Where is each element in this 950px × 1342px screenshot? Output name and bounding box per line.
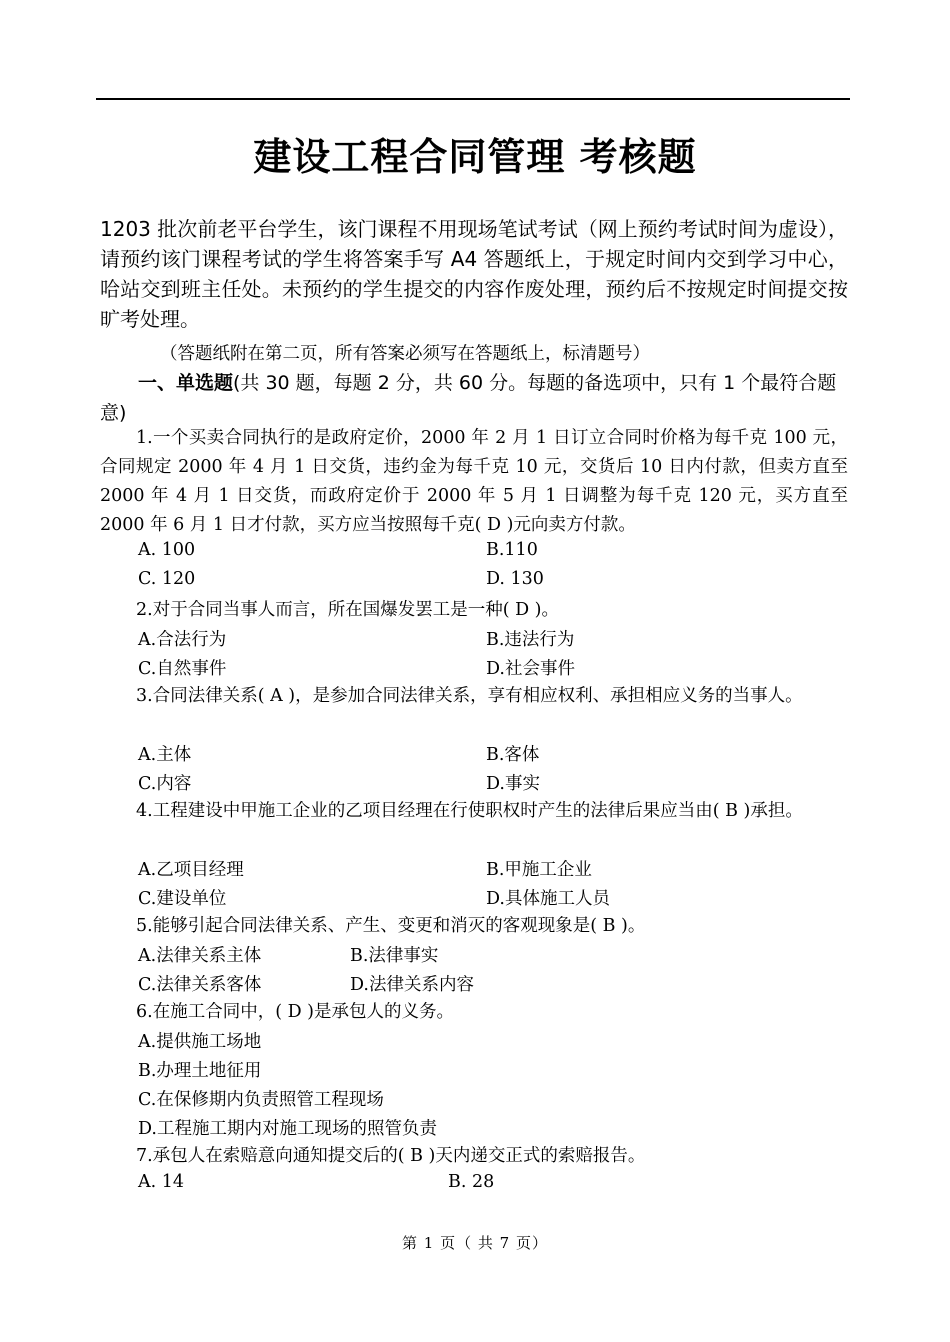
- q6-option-c: C.在保修期内负责照管工程现场: [138, 1090, 384, 1110]
- q6-option-d: D.工程施工期内对施工现场的照管负责: [138, 1119, 437, 1139]
- q3-option-b: B.客体: [486, 745, 540, 765]
- q5-option-d: D.法律关系内容: [350, 975, 474, 995]
- q3-option-d: D.事实: [486, 774, 540, 794]
- q5-option-a: A.法律关系主体: [138, 946, 262, 966]
- page-number: 第 1 页（ 共 7 页）: [402, 1234, 548, 1252]
- section-description-cont: 意): [100, 402, 127, 424]
- q4-option-d: D.具体施工人员: [486, 889, 610, 909]
- q4-option-c: C.建设单位: [138, 889, 227, 909]
- q5-option-c: C.法律关系客体: [138, 975, 262, 995]
- q2-option-a: A.合法行为: [138, 630, 227, 650]
- q7-option-b: B. 28: [448, 1172, 495, 1192]
- page-title: 建设工程合同管理 考核题: [253, 134, 697, 179]
- q5-option-b: B.法律事实: [350, 946, 439, 966]
- q6-option-b: B.办理土地征用: [138, 1061, 262, 1081]
- question-7: 7.承包人在索赔意向通知提交后的( B )天内递交正式的索赔报告。: [136, 1146, 646, 1166]
- q1-option-d: D. 130: [486, 569, 544, 589]
- section-description: (共 30 题，每题 2 分，共 60 分。每题的备选项中，只有 1 个最符合题: [233, 372, 837, 394]
- q3-option-a: A.主体: [138, 745, 192, 765]
- answer-sheet-note: （答题纸附在第二页，所有答案必须写在答题纸上，标清题号）: [160, 344, 650, 364]
- q7-option-a: A. 14: [138, 1172, 185, 1192]
- question-5: 5.能够引起合同法律关系、产生、变更和消灭的客观现象是( B )。: [136, 916, 646, 936]
- section-title: 一、单选题: [138, 372, 234, 394]
- question-1: 1.一个买卖合同执行的是政府定价，2000 年 2 月 1 日订立合同时价格为每千克 100 元，合同规定 2000 年 4 月 1 日交货，违约金为每千克 10 元，交货后 10 日内付款，但卖方直至 2000 年 4 月 1 日交货，而政府定价于 2000 年 5 月 1 日调整为每千克 120 元，买方直至 2000 年 6 月 1 日才付款，买方应当按照每千克( D )元向卖方付款。: [100, 428, 848, 535]
- q4-option-b: B.甲施工企业: [486, 860, 592, 880]
- question-6: 6.在施工合同中，( D )是承包人的义务。: [136, 1002, 455, 1022]
- question-2: 2.对于合同当事人而言，所在国爆发罢工是一种( D )。: [136, 600, 560, 620]
- q4-option-a: A.乙项目经理: [138, 860, 244, 880]
- q2-option-b: B.违法行为: [486, 630, 575, 650]
- q1-option-a: A. 100: [138, 540, 196, 560]
- q1-option-b: B.110: [486, 540, 538, 560]
- question-3: 3.合同法律关系( A )，是参加合同法律关系，享有相应权利、承担相应义务的当事人。: [136, 686, 803, 706]
- header-rule: [96, 98, 850, 100]
- question-4: 4.工程建设中甲施工企业的乙项目经理在行使职权时产生的法律后果应当由( B )承担。: [136, 801, 803, 821]
- q1-option-c: C. 120: [138, 569, 196, 589]
- exam-notice: 1203 批次前老平台学生，该门课程不用现场笔试考试（网上预约考试时间为虚设），请预约该门课程考试的学生将答案手写 A4 答题纸上，于规定时间内交到学习中心，哈站交到班主任处。未预约的学生提交的内容作废处理，预约后不按规定时间提交按旷考处理。: [100, 217, 848, 331]
- q3-option-c: C.内容: [138, 774, 192, 794]
- q2-option-c: C.自然事件: [138, 659, 227, 679]
- q6-option-a: A.提供施工场地: [138, 1032, 262, 1052]
- section-heading: [138, 368, 836, 395]
- q2-option-d: D.社会事件: [486, 659, 575, 679]
